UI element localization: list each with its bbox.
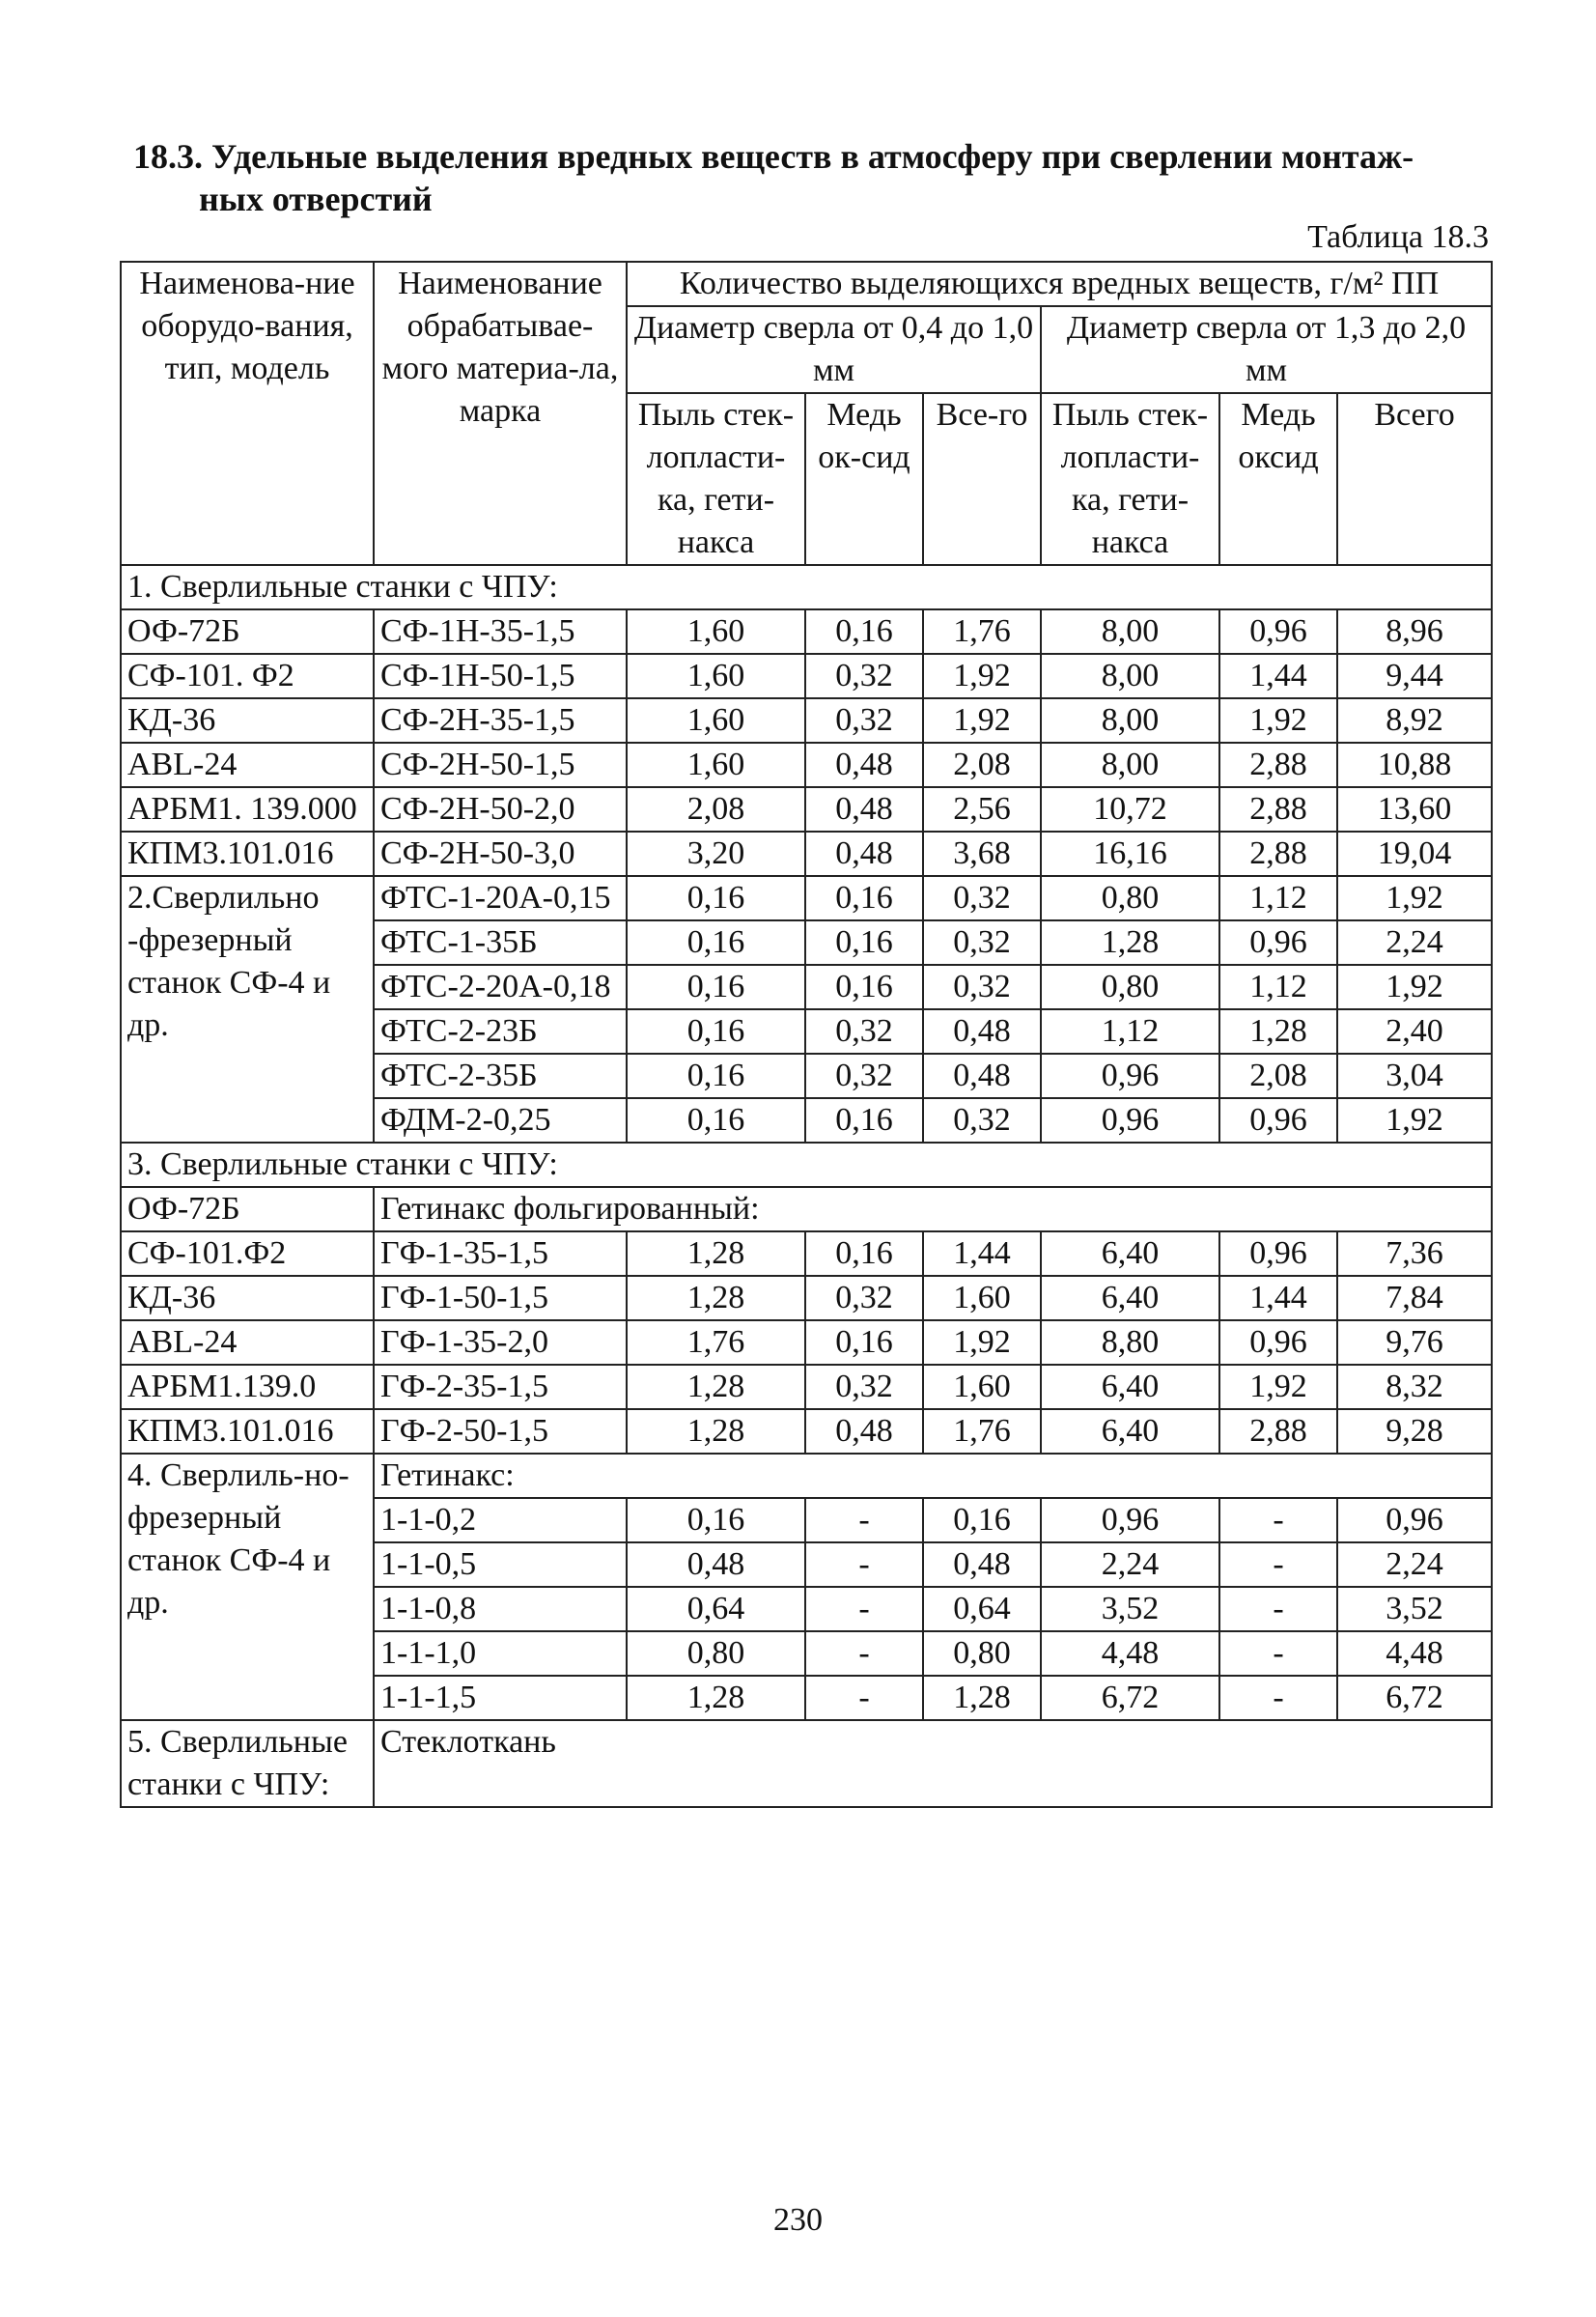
section-row-1 bbox=[121, 565, 1492, 609]
value-cell: 1,28 bbox=[627, 1365, 805, 1409]
table-row bbox=[121, 832, 1492, 876]
value-cell: 1,12 bbox=[1041, 1009, 1219, 1054]
material-cell: ФТС-1-20А-0,15 bbox=[374, 876, 627, 920]
value-cell: 9,28 bbox=[1337, 1409, 1492, 1454]
table-row bbox=[121, 1320, 1492, 1365]
material-cell: СФ-2Н-35-1,5 bbox=[374, 698, 627, 743]
value-cell: 2,08 bbox=[923, 743, 1041, 787]
value-cell: 13,60 bbox=[1337, 787, 1492, 832]
value-cell: 0,16 bbox=[627, 965, 805, 1009]
value-cell: 0,16 bbox=[627, 1054, 805, 1098]
heading-line-1: 18.3. Удельные выделения вредных веществ в атмосферу при сверлении монтаж- bbox=[133, 137, 1414, 176]
value-cell: 1,92 bbox=[923, 654, 1041, 698]
equipment-cell: ABL-24 bbox=[121, 743, 374, 787]
equipment-cell: ABL-24 bbox=[121, 1320, 374, 1365]
table-row bbox=[121, 787, 1492, 832]
value-cell: 2,40 bbox=[1337, 1009, 1492, 1054]
value-cell: 6,72 bbox=[1041, 1676, 1219, 1720]
table-row bbox=[121, 1231, 1492, 1276]
material-cell: 1-1-1,0 bbox=[374, 1631, 627, 1676]
value-cell: 0,48 bbox=[923, 1054, 1041, 1098]
equipment-cell: ОФ-72Б bbox=[121, 609, 374, 654]
table-row bbox=[121, 698, 1492, 743]
material-cell: ГФ-1-35-1,5 bbox=[374, 1231, 627, 1276]
table-row bbox=[121, 609, 1492, 654]
header-copper-2: Медь оксид bbox=[1219, 393, 1337, 565]
value-cell: 1,60 bbox=[923, 1365, 1041, 1409]
value-cell: 0,48 bbox=[805, 787, 923, 832]
value-cell: 1,60 bbox=[923, 1276, 1041, 1320]
value-cell: 0,16 bbox=[805, 609, 923, 654]
value-cell: 0,96 bbox=[1219, 1231, 1337, 1276]
material-subheading: Стеклоткань bbox=[374, 1720, 1492, 1807]
table-caption: Таблица 18.3 bbox=[1307, 219, 1489, 255]
value-cell: 0,80 bbox=[923, 1631, 1041, 1676]
value-cell: 9,44 bbox=[1337, 654, 1492, 698]
value-cell: 1,28 bbox=[627, 1231, 805, 1276]
value-cell: 2,88 bbox=[1219, 1409, 1337, 1454]
material-subheading: Гетинакс фольгированный: bbox=[374, 1187, 1492, 1231]
value-cell: 4,48 bbox=[1337, 1631, 1492, 1676]
value-cell: 0,48 bbox=[923, 1009, 1041, 1054]
equipment-cell: АРБМ1.139.0 bbox=[121, 1365, 374, 1409]
header-dust-2: Пыль стек-лопласти-ка, гети-накса bbox=[1041, 393, 1219, 565]
value-cell: 1,60 bbox=[627, 609, 805, 654]
value-cell: - bbox=[1219, 1498, 1337, 1542]
value-cell: 0,96 bbox=[1041, 1054, 1219, 1098]
value-cell: 19,04 bbox=[1337, 832, 1492, 876]
heading-line-2: ных отверстий bbox=[199, 180, 433, 218]
value-cell: 8,00 bbox=[1041, 743, 1219, 787]
material-cell: 1-1-0,5 bbox=[374, 1542, 627, 1587]
material-cell: ГФ-1-50-1,5 bbox=[374, 1276, 627, 1320]
section-row-3 bbox=[121, 1143, 1492, 1187]
emissions-table bbox=[120, 261, 1493, 1808]
value-cell: 1,44 bbox=[1219, 1276, 1337, 1320]
value-cell: 0,32 bbox=[923, 876, 1041, 920]
header-total-2: Всего bbox=[1337, 393, 1492, 565]
header-quantity: Количество выделяющихся вредных веществ, г/м² ПП bbox=[627, 262, 1492, 306]
value-cell: 2,56 bbox=[923, 787, 1041, 832]
value-cell: 2,88 bbox=[1219, 743, 1337, 787]
value-cell: 1,28 bbox=[627, 1676, 805, 1720]
value-cell: 0,32 bbox=[923, 920, 1041, 965]
value-cell: 0,96 bbox=[1041, 1098, 1219, 1143]
value-cell: 6,40 bbox=[1041, 1231, 1219, 1276]
value-cell: 16,16 bbox=[1041, 832, 1219, 876]
value-cell: 1,60 bbox=[627, 654, 805, 698]
value-cell: 2,08 bbox=[1219, 1054, 1337, 1098]
value-cell: - bbox=[805, 1631, 923, 1676]
value-cell: 7,84 bbox=[1337, 1276, 1492, 1320]
value-cell: 0,32 bbox=[805, 1365, 923, 1409]
value-cell: 1,28 bbox=[1041, 920, 1219, 965]
value-cell: 0,64 bbox=[627, 1587, 805, 1631]
value-cell: 9,76 bbox=[1337, 1320, 1492, 1365]
group-4-equipment: 4. Сверлиль-но-фрезерный станок СФ-4 и др. bbox=[121, 1454, 374, 1720]
value-cell: 0,32 bbox=[805, 1009, 923, 1054]
header-row-1 bbox=[121, 262, 1492, 306]
value-cell: 1,92 bbox=[923, 698, 1041, 743]
material-cell: 1-1-0,2 bbox=[374, 1498, 627, 1542]
equipment-cell: КД-36 bbox=[121, 698, 374, 743]
value-cell: 1,60 bbox=[627, 743, 805, 787]
value-cell: 1,28 bbox=[627, 1276, 805, 1320]
value-cell: 0,80 bbox=[1041, 876, 1219, 920]
value-cell: 0,48 bbox=[923, 1542, 1041, 1587]
value-cell: 8,32 bbox=[1337, 1365, 1492, 1409]
table-row bbox=[121, 654, 1492, 698]
value-cell: 6,40 bbox=[1041, 1365, 1219, 1409]
value-cell: 1,92 bbox=[1337, 965, 1492, 1009]
value-cell: 0,96 bbox=[1219, 1098, 1337, 1143]
value-cell: 0,16 bbox=[805, 920, 923, 965]
value-cell: 1,44 bbox=[1219, 654, 1337, 698]
equipment-cell: СФ-101.Ф2 bbox=[121, 1231, 374, 1276]
value-cell: 0,16 bbox=[627, 1098, 805, 1143]
value-cell: 0,16 bbox=[805, 965, 923, 1009]
value-cell: 0,16 bbox=[805, 1231, 923, 1276]
value-cell: 0,96 bbox=[1041, 1498, 1219, 1542]
value-cell: 0,16 bbox=[627, 876, 805, 920]
value-cell: 1,28 bbox=[1219, 1009, 1337, 1054]
material-cell: ФТС-2-35Б bbox=[374, 1054, 627, 1098]
value-cell: 0,16 bbox=[805, 1320, 923, 1365]
value-cell: 1,76 bbox=[923, 1409, 1041, 1454]
equipment-cell: СФ-101. Ф2 bbox=[121, 654, 374, 698]
value-cell: - bbox=[805, 1542, 923, 1587]
table-row bbox=[121, 876, 1492, 920]
value-cell: 10,72 bbox=[1041, 787, 1219, 832]
value-cell: 3,04 bbox=[1337, 1054, 1492, 1098]
value-cell: 2,88 bbox=[1219, 832, 1337, 876]
material-cell: ФТС-2-20А-0,18 bbox=[374, 965, 627, 1009]
value-cell: 6,72 bbox=[1337, 1676, 1492, 1720]
value-cell: 0,96 bbox=[1219, 1320, 1337, 1365]
value-cell: 8,00 bbox=[1041, 609, 1219, 654]
material-cell: СФ-1Н-50-1,5 bbox=[374, 654, 627, 698]
value-cell: 0,96 bbox=[1219, 920, 1337, 965]
equipment-cell: ОФ-72Б bbox=[121, 1187, 374, 1231]
header-diameter-2: Диаметр сверла от 1,3 до 2,0 мм bbox=[1041, 306, 1492, 393]
table-row bbox=[121, 1365, 1492, 1409]
value-cell: 3,52 bbox=[1041, 1587, 1219, 1631]
value-cell: 2,24 bbox=[1337, 1542, 1492, 1587]
value-cell: 0,16 bbox=[627, 1009, 805, 1054]
material-subheading: Гетинакс: bbox=[374, 1454, 1492, 1498]
group-5-equipment: 5. Сверлильные станки с ЧПУ: bbox=[121, 1720, 374, 1807]
value-cell: 1,76 bbox=[923, 609, 1041, 654]
header-diameter-1: Диаметр сверла от 0,4 до 1,0 мм bbox=[627, 306, 1041, 393]
equipment-cell: АРБМ1. 139.000 bbox=[121, 787, 374, 832]
value-cell: 8,00 bbox=[1041, 654, 1219, 698]
material-cell: ФТС-1-35Б bbox=[374, 920, 627, 965]
value-cell: - bbox=[805, 1587, 923, 1631]
value-cell: 0,48 bbox=[805, 1409, 923, 1454]
value-cell: 0,32 bbox=[805, 654, 923, 698]
value-cell: 2,88 bbox=[1219, 787, 1337, 832]
value-cell: 1,28 bbox=[923, 1676, 1041, 1720]
value-cell: 1,28 bbox=[627, 1409, 805, 1454]
section-heading bbox=[133, 135, 1485, 220]
table-row bbox=[121, 1276, 1492, 1320]
value-cell: 3,52 bbox=[1337, 1587, 1492, 1631]
table-row bbox=[121, 743, 1492, 787]
value-cell: - bbox=[1219, 1587, 1337, 1631]
value-cell: 0,48 bbox=[627, 1542, 805, 1587]
table-row bbox=[121, 1720, 1492, 1807]
value-cell: 1,92 bbox=[1219, 698, 1337, 743]
material-cell: СФ-2Н-50-2,0 bbox=[374, 787, 627, 832]
value-cell: 1,92 bbox=[1337, 876, 1492, 920]
header-dust-1: Пыль стек-лопласти-ка, гети-накса bbox=[627, 393, 805, 565]
material-cell: СФ-2Н-50-1,5 bbox=[374, 743, 627, 787]
material-cell: 1-1-0,8 bbox=[374, 1587, 627, 1631]
value-cell: 0,16 bbox=[923, 1498, 1041, 1542]
value-cell: 0,80 bbox=[1041, 965, 1219, 1009]
value-cell: 1,92 bbox=[923, 1320, 1041, 1365]
value-cell: 3,68 bbox=[923, 832, 1041, 876]
equipment-cell: КПМ3.101.016 bbox=[121, 832, 374, 876]
value-cell: 7,36 bbox=[1337, 1231, 1492, 1276]
value-cell: 0,32 bbox=[805, 698, 923, 743]
value-cell: 0,16 bbox=[805, 876, 923, 920]
value-cell: 0,48 bbox=[805, 832, 923, 876]
value-cell: 8,96 bbox=[1337, 609, 1492, 654]
header-total-1: Все-го bbox=[923, 393, 1041, 565]
value-cell: 0,32 bbox=[805, 1276, 923, 1320]
value-cell: - bbox=[805, 1676, 923, 1720]
value-cell: 8,00 bbox=[1041, 698, 1219, 743]
value-cell: - bbox=[805, 1498, 923, 1542]
equipment-cell: КД-36 bbox=[121, 1276, 374, 1320]
equipment-cell: КПМ3.101.016 bbox=[121, 1409, 374, 1454]
section-1-label: 1. Сверлильные станки с ЧПУ: bbox=[121, 565, 1492, 609]
value-cell: 1,92 bbox=[1219, 1365, 1337, 1409]
value-cell: 0,16 bbox=[627, 920, 805, 965]
value-cell: 2,24 bbox=[1041, 1542, 1219, 1587]
value-cell: 0,64 bbox=[923, 1587, 1041, 1631]
table-row bbox=[121, 1409, 1492, 1454]
value-cell: 2,08 bbox=[627, 787, 805, 832]
value-cell: 3,20 bbox=[627, 832, 805, 876]
material-cell: 1-1-1,5 bbox=[374, 1676, 627, 1720]
page-number: 230 bbox=[773, 2202, 823, 2238]
value-cell: 0,48 bbox=[805, 743, 923, 787]
table-row bbox=[121, 1187, 1492, 1231]
value-cell: 4,48 bbox=[1041, 1631, 1219, 1676]
value-cell: 0,16 bbox=[805, 1098, 923, 1143]
material-cell: ФТС-2-23Б bbox=[374, 1009, 627, 1054]
header-equipment: Наименова-ние оборудо-вания, тип, модель bbox=[121, 262, 374, 565]
value-cell: 1,12 bbox=[1219, 965, 1337, 1009]
material-cell: СФ-2Н-50-3,0 bbox=[374, 832, 627, 876]
material-cell: ФДМ-2-0,25 bbox=[374, 1098, 627, 1143]
value-cell: 0,96 bbox=[1219, 609, 1337, 654]
value-cell: - bbox=[1219, 1676, 1337, 1720]
material-cell: ГФ-2-35-1,5 bbox=[374, 1365, 627, 1409]
value-cell: 10,88 bbox=[1337, 743, 1492, 787]
value-cell: 0,80 bbox=[627, 1631, 805, 1676]
value-cell: 1,12 bbox=[1219, 876, 1337, 920]
value-cell: 1,44 bbox=[923, 1231, 1041, 1276]
value-cell: - bbox=[1219, 1542, 1337, 1587]
group-2-equipment: 2.Сверлильно -фрезерный станок СФ-4 и др. bbox=[121, 876, 374, 1143]
value-cell: 0,32 bbox=[923, 965, 1041, 1009]
material-cell: СФ-1Н-35-1,5 bbox=[374, 609, 627, 654]
value-cell: 0,96 bbox=[1337, 1498, 1492, 1542]
value-cell: 0,32 bbox=[923, 1098, 1041, 1143]
table-row bbox=[121, 1454, 1492, 1498]
material-cell: ГФ-2-50-1,5 bbox=[374, 1409, 627, 1454]
value-cell: 1,60 bbox=[627, 698, 805, 743]
header-material: Наименование обрабатывае-мого материа-ла, марка bbox=[374, 262, 627, 565]
value-cell: - bbox=[1219, 1631, 1337, 1676]
material-cell: ГФ-1-35-2,0 bbox=[374, 1320, 627, 1365]
value-cell: 2,24 bbox=[1337, 920, 1492, 965]
value-cell: 0,32 bbox=[805, 1054, 923, 1098]
value-cell: 6,40 bbox=[1041, 1409, 1219, 1454]
section-3-label: 3. Сверлильные станки с ЧПУ: bbox=[121, 1143, 1492, 1187]
value-cell: 6,40 bbox=[1041, 1276, 1219, 1320]
header-copper-1: Медь ок-сид bbox=[805, 393, 923, 565]
value-cell: 8,80 bbox=[1041, 1320, 1219, 1365]
value-cell: 8,92 bbox=[1337, 698, 1492, 743]
value-cell: 0,16 bbox=[627, 1498, 805, 1542]
value-cell: 1,76 bbox=[627, 1320, 805, 1365]
value-cell: 1,92 bbox=[1337, 1098, 1492, 1143]
